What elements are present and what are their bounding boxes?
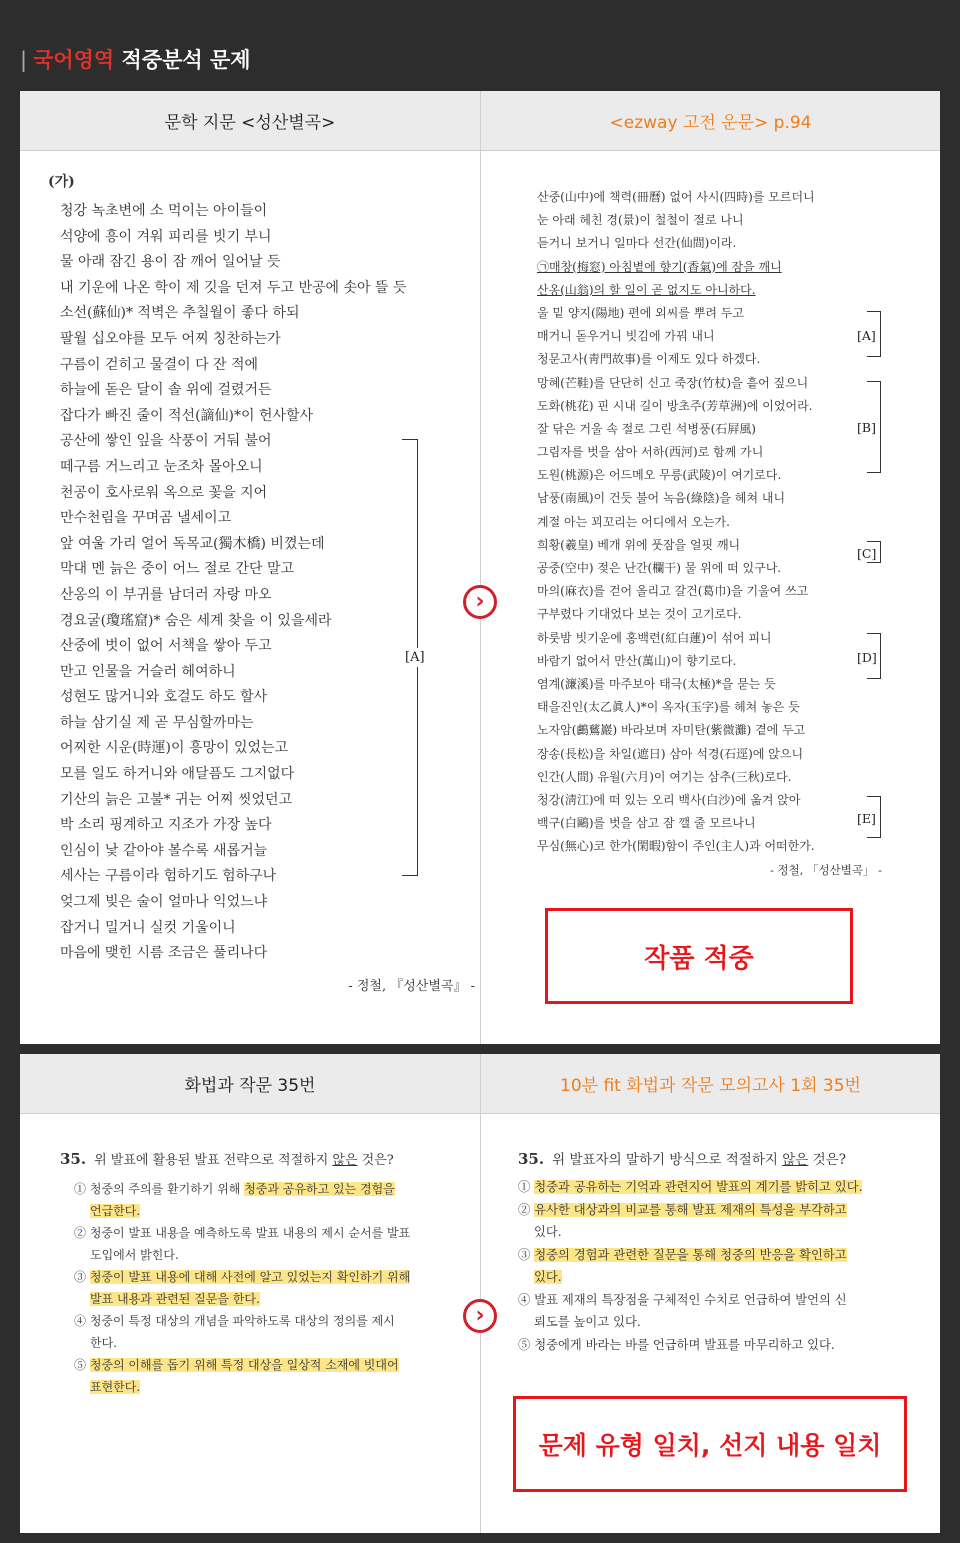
- bracket-a-label: [A]: [405, 650, 425, 665]
- poem-line: 인간(人間) 유월(六月)이 여기는 삼추(三秋)로다.: [537, 769, 792, 784]
- poem-line: 산옹의 이 부귀를 남더러 자랑 마오: [60, 586, 272, 603]
- poem-line: 도화(桃花) 핀 시내 길이 방초주(芳草洲)에 이었어라.: [537, 398, 813, 413]
- poem-line: 인심이 낯 같아야 볼수록 새롭거늘: [60, 842, 268, 859]
- option-text: 있다.: [534, 1225, 562, 1239]
- option-text: 청중에게 바라는 바를 언급하며 발표를 마무리하고 있다.: [534, 1337, 835, 1352]
- poem-line: 하늘 삼기실 제 곧 무심할까마는: [60, 714, 254, 731]
- poem-attribution: - 정철, 『성산별곡』 -: [348, 978, 475, 994]
- option-highlight: 발표 내용과 관련된 질문을 한다.: [90, 1292, 260, 1306]
- poem-line: 남풍(南風)이 건듯 불어 녹음(綠陰)을 헤쳐 내니: [537, 491, 786, 506]
- poem-line: 경요굴(瓊瑤窟)* 숨은 세계 찾을 이 있을세라: [60, 612, 332, 629]
- poem-line: 잡다가 빠진 줄이 적선(謫仙)*이 헌사할사: [60, 407, 314, 424]
- poem-line: 팔월 십오야를 모두 어찌 칭찬하는가: [60, 330, 281, 347]
- poem-line: 공산에 쌓인 잎을 삭풍이 거둬 불어: [60, 433, 272, 450]
- match-stamp: 작품 적중: [545, 908, 853, 1004]
- option-text: 한다.: [90, 1336, 117, 1350]
- question-stem: 35. 위 발표에 활용된 발표 전략으로 적절하지 않은 것은?: [60, 1150, 394, 1168]
- left-column-title: 화법과 작문 35번: [20, 1054, 480, 1114]
- poem-line: 장송(長松)을 차일(遮日) 삼아 석경(石逕)에 앉으니: [537, 746, 804, 761]
- option-line: [74, 1222, 470, 1244]
- poem-line: 앞 여울 가리 얼어 독목교(獨木橋) 비꼈는데: [60, 535, 325, 552]
- option-line: [518, 1334, 918, 1357]
- bracket-right-c-label: [C]: [857, 546, 877, 561]
- section-header: [20, 44, 251, 74]
- option-text: 청중이 발표 내용을 예측하도록 발표 내용의 제시 순서를 발표: [89, 1226, 411, 1240]
- poem-line: 산중(山中)에 책력(冊曆) 없어 사시(四時)를 모르더니: [537, 190, 815, 204]
- source-question: [60, 1146, 470, 1398]
- poem-line: 세사는 구름이라 험하기도 험하구나: [60, 868, 277, 885]
- option-line: [74, 1178, 470, 1200]
- option-highlight: 청중의 경험과 관련한 질문을 통해 청중의 반응을 확인하고: [534, 1247, 847, 1262]
- poem-line: 엊그제 빚은 술이 얼마나 익었느냐: [60, 894, 268, 911]
- poem-line: 어찌한 시운(時運)이 흥망이 있었는고: [60, 740, 289, 757]
- poem-line: 마의(麻衣)를 걷어 올리고 갈건(葛巾)을 기울여 쓰고: [537, 584, 809, 599]
- bracket-right-b-label: [B]: [857, 420, 876, 435]
- poem-line: 만수천림을 꾸며곰 낼세이고: [60, 510, 232, 527]
- header-title: 적중분석 문제: [114, 48, 251, 72]
- poem-line: 물 아래 잠긴 용이 잠 깨어 일어날 듯: [60, 254, 281, 271]
- option-highlight: 청중의 이해를 돕기 위해 특정 대상을 일상적 소재에 빗대어: [89, 1358, 399, 1372]
- option-number: ⑤: [74, 1358, 87, 1372]
- option-highlight: 표현한다.: [90, 1380, 141, 1394]
- poem-line: 희황(羲皇) 베개 위에 풋잠을 얼핏 깨니: [537, 537, 741, 552]
- poem-line: 만고 인물을 거슬러 헤여하니: [60, 663, 236, 680]
- option-line: [518, 1199, 918, 1222]
- poem-line: 바람기 없어서 만산(萬山)이 향기로다.: [537, 653, 737, 668]
- option-highlight: 청중과 공유하고 있는 경험을: [244, 1182, 395, 1196]
- option-line: [74, 1354, 470, 1376]
- header-accent: 국어영역: [33, 48, 115, 72]
- poem-line: 모를 일도 하거니와 애달픔도 그지없다: [60, 766, 295, 783]
- option-number: ③: [74, 1270, 87, 1284]
- poem-line: 성현도 많거니와 호걸도 하도 할사: [60, 689, 268, 706]
- poem-line: 매거니 돋우거니 빗김에 가꿔 내니: [537, 329, 715, 344]
- right-column-title: <ezway 고전 운문> p.94: [481, 91, 940, 151]
- poem-line: 그림자를 벗을 삼아 서하(西河)로 함께 가니: [537, 445, 764, 460]
- poem-line: 박 소리 핑계하고 지조가 가장 높다: [60, 817, 272, 834]
- question-stem: 35. 위 발표자의 말하기 방식으로 적절하지 않은 것은?: [518, 1150, 846, 1168]
- poem-line: 내 기운에 나온 학이 제 깃을 던져 두고 반공에 솟아 뜰 듯: [60, 279, 407, 296]
- matched-question: [518, 1146, 918, 1356]
- left-column-title: 문학 지문 <성산별곡>: [20, 91, 480, 151]
- poem-line: 울 밑 양지(陽地) 편에 외씨를 뿌려 두고: [537, 305, 744, 320]
- option-text: 뢰도를 높이고 있다.: [534, 1315, 641, 1329]
- poem-line: 하늘에 돋은 달이 솔 위에 걸렸거든: [60, 382, 272, 399]
- bracket-right-a-label: [A]: [857, 328, 876, 343]
- poem-line: 노자암(鸕鶿巖) 바라보며 자미탄(紫微灘) 곁에 두고: [537, 723, 806, 738]
- poem-line: 듣거니 보거니 일마다 선간(仙間)이라.: [537, 236, 737, 251]
- poem-line: 산중에 벗이 없어 서책을 쌓아 두고: [60, 638, 272, 655]
- divider: [480, 91, 481, 1044]
- poem-line: 청강(淸江)에 떠 있는 오리 백사(白沙)에 옮겨 앉아: [537, 792, 801, 807]
- poem-line: ㉠매창(梅窓) 아침볕에 향기(香氣)에 잠을 깨니: [537, 259, 782, 274]
- right-column-title: 10분 fit 화법과 작문 모의고사 1회 35번: [481, 1054, 940, 1114]
- poem-line: 망혜(芒鞋)를 단단히 신고 죽장(竹杖)을 흩어 짚으니: [537, 375, 809, 390]
- option-continuation: [74, 1200, 470, 1222]
- literature-comparison-panel: [20, 91, 940, 1044]
- option-highlight: 있다.: [534, 1270, 562, 1284]
- poem-line: 태을진인(太乙眞人)*이 옥자(玉字)를 헤쳐 놓은 듯: [537, 700, 800, 715]
- option-continuation: [518, 1311, 918, 1334]
- poem-line: 염계(濂溪)를 마주보아 태극(太極)*을 묻는 듯: [537, 676, 776, 691]
- poem-line: 계절 아는 꾀꼬리는 어디에서 오는가.: [537, 514, 730, 529]
- poem-line: 잘 닦은 거울 속 절로 그린 석병풍(石屛風): [537, 421, 756, 436]
- poem-line: 천공이 호사로워 옥으로 꽃을 지어: [60, 484, 268, 501]
- chevron-right-icon: ›: [463, 1299, 497, 1333]
- bracket-right-e-label: [E]: [857, 811, 876, 826]
- speech-writing-comparison-panel: [20, 1054, 940, 1533]
- option-text: 발표 제재의 특장점을 구체적인 수치로 언급하여 발언의 신: [534, 1292, 847, 1307]
- option-number: ④: [518, 1292, 531, 1307]
- option-number: ⑤: [518, 1337, 531, 1352]
- option-number: ①: [74, 1182, 87, 1196]
- bracket-right-d-label: [D]: [857, 650, 877, 665]
- poem-line: 구부렸다 기대었다 보는 것이 고기로다.: [537, 607, 742, 622]
- option-line: [74, 1266, 470, 1288]
- poem-line: 청문고사(靑門故事)를 이제도 있다 하겠다.: [537, 352, 761, 367]
- option-text: 청중이 특정 대상의 개념을 파악하도록 대상의 정의를 제시: [89, 1314, 395, 1328]
- poem-line: 도원(桃源)은 어드메오 무릉(武陵)이 여기로다.: [537, 468, 782, 483]
- option-line: [518, 1244, 918, 1267]
- poem-line: 백구(白鷗)를 벗을 삼고 잠 깰 줄 모르나니: [537, 816, 756, 831]
- option-number: ②: [518, 1202, 531, 1217]
- poem-line: 떼구름 거느리고 눈조차 몰아오니: [60, 458, 263, 475]
- poem-line: 산옹(山翁)의 할 일이 곧 없지도 아니하다.: [537, 282, 756, 297]
- option-number: ①: [518, 1180, 531, 1194]
- option-number: ②: [74, 1226, 87, 1240]
- poem-line: 마음에 맺힌 시름 조금은 풀리나다: [60, 945, 268, 962]
- poem-line: 막대 멘 늙은 중이 어느 절로 간단 말고: [60, 561, 295, 578]
- poem-line: 공중(空中) 젖은 난간(欄干) 물 위에 떠 있구나.: [537, 561, 782, 575]
- option-line: [74, 1310, 470, 1332]
- option-continuation: [74, 1244, 470, 1266]
- option-continuation: [74, 1288, 470, 1310]
- matched-poem: [537, 186, 882, 882]
- option-continuation: [74, 1376, 470, 1398]
- option-highlight: 언급한다.: [90, 1204, 141, 1218]
- option-line: [518, 1289, 918, 1312]
- option-continuation: [518, 1266, 918, 1289]
- poem-label: (가): [48, 174, 75, 190]
- matched-poem-attribution: - 정철, 「성산별곡」 -: [769, 863, 882, 878]
- divider: [480, 1054, 481, 1533]
- option-line: [518, 1176, 918, 1199]
- option-number: ③: [518, 1247, 531, 1262]
- chevron-right-icon: ›: [463, 585, 497, 619]
- option-highlight: 유사한 대상과의 비교를 통해 발표 제재의 특성을 부각하고: [534, 1202, 847, 1217]
- poem-line: 하룻밤 빗기운에 홍백련(紅白蓮)이 섞어 피니: [537, 630, 772, 645]
- option-text: 청중의 주의를 환기하기 위해: [89, 1182, 245, 1196]
- poem-line: 무심(無心)코 한가(閑暇)함이 주인(主人)과 어떠한가.: [537, 839, 815, 854]
- option-continuation: [74, 1332, 470, 1354]
- poem-line: 잡거니 밀거니 실컷 기울이니: [60, 919, 236, 936]
- option-text: 도입에서 밝힌다.: [90, 1248, 179, 1262]
- poem-line: 청강 녹초변에 소 먹이는 아이들이: [60, 203, 268, 219]
- poem-line: 소선(蘇仙)* 적벽은 추칠월이 좋다 하되: [60, 305, 300, 322]
- option-continuation: [518, 1221, 918, 1244]
- option-highlight: 청중과 공유하는 기억과 관련지어 발표의 계기를 밝히고 있다.: [534, 1180, 863, 1194]
- header-bar: |: [20, 48, 28, 72]
- poem-line: 석양에 흥이 겨워 피리를 빗기 부니: [60, 228, 272, 245]
- option-highlight: 청중이 발표 내용에 대해 사전에 알고 있었는지 확인하기 위해: [89, 1270, 411, 1284]
- option-number: ④: [74, 1314, 87, 1328]
- match-stamp: 문제 유형 일치, 선지 내용 일치: [513, 1396, 907, 1492]
- poem-line: 구름이 걷히고 물결이 다 잔 적에: [60, 356, 259, 373]
- poem-line: 기산의 늙은 고불* 귀는 어찌 씻었던고: [60, 791, 293, 808]
- poem-line: 눈 아래 헤친 경(景)이 철철이 절로 나니: [537, 213, 744, 228]
